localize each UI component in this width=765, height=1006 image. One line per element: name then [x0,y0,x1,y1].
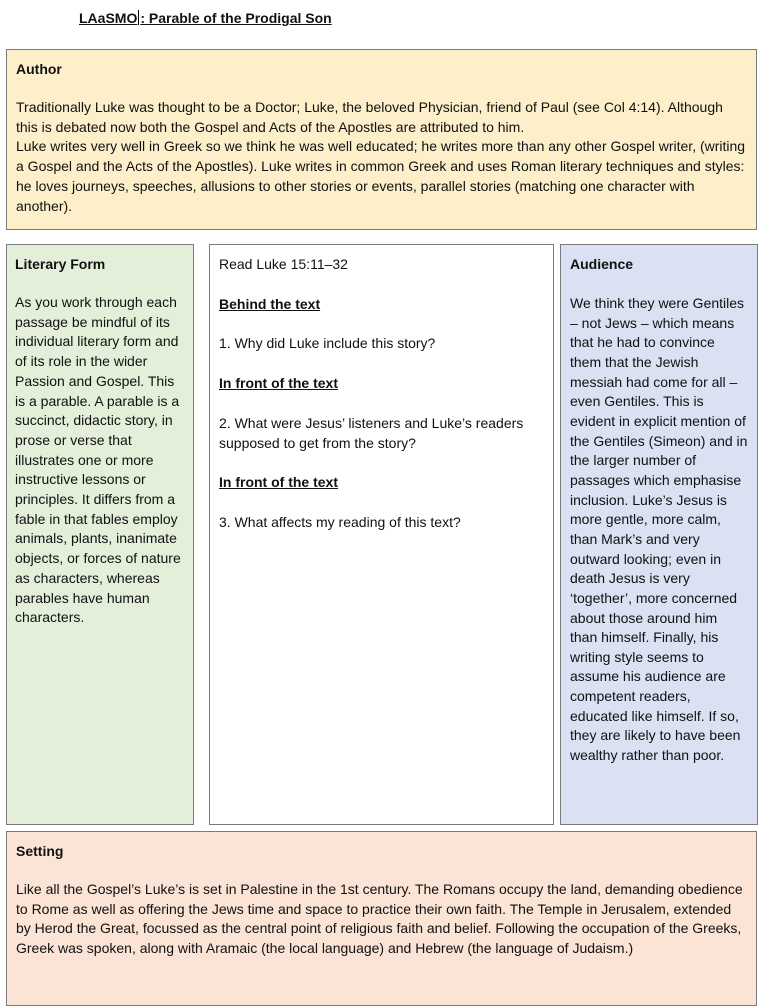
literary-form-section [6,244,194,825]
audience-heading: Audience [570,256,634,272]
author-body: Traditionally Luke was thought to be a Doctor; Luke, the beloved Physician, friend of Paul (see Col 4:14). Although this is debated now both the Gospel and Acts of the Apostles are attributed to him. [16,99,723,135]
literary-form-body: As you work through each passage be mindful of its individual literary form and of its role in the wider Passion and Gospel. This is a parable. A parable is a succinct, didactic story, in prose or verse that illustrates one or more instructive lessons or principles. It differs from a fable in that fables employ animals, plants, inanimate objects, or forces of nature as characters, whereas parables have human characters. [15,294,181,626]
author-section [6,49,757,230]
in-front-text-heading-2: In front of the text [219,474,338,491]
audience-section [560,244,758,825]
literary-form-heading: Literary Form [15,256,106,272]
question-3: 3. What affects my reading of this text? [219,513,461,530]
question-1: 1. Why did Luke include this story? [219,335,436,352]
author-body-2: Luke writes very well in Greek so we think he was well educated; he writes more than any other Gospel writer, (writing a Gospel and the Acts of the Apostles). Luke writes in common Greek and uses Roman literary techniques and styles: he loves journeys, speeches, allusions to other stories or events, parallel stories (matching one character with another). [16,138,746,214]
questions-section [209,244,554,825]
setting-heading: Setting [16,843,64,859]
author-heading: Author [16,61,62,77]
behind-text-heading: Behind the text [219,295,321,312]
question-2: 2. What were Jesus’ listeners and Luke’s readers supposed to get from the story? [219,414,524,451]
setting-body: Like all the Gospel’s Luke’s is set in Palestine in the 1st century. The Romans occupy the land, demanding obedience to Rome as well as offering the Jews time and space to practice their own faith. The Temple in Jerusalem, extended by Herod the Great, focussed as the central point of religious faith and belief. Following the occupation of the Greeks, Greek was spoken, along with Aramaic (the local language) and Hebrew (the language of Judaism.) [16,881,743,957]
audience-body: We think they were Gentiles – not Jews – which means that he had to convince them that the Jewish messiah had come for all – even Gentiles. This is evident in explicit mention of the Gentiles (Simeon) and in the larger number of passages which emphasise inclusion. Luke’s Jesus is more gentle, more calm, than Mark’s and very outward looking; even in death Jesus is very ‘together’, more concerned about those around him than himself. Finally, his writing style seems to assume his audience are competent readers, educated like himself. If so, they are likely to have been wealthy rather than poor. [570,295,748,764]
document-title [79,10,332,26]
setting-section [6,831,757,1006]
read-instruction: Read Luke 15:11–32 [219,256,348,272]
title-rest: : Parable of the Prodigal Son [140,10,332,26]
in-front-text-heading-1: In front of the text [219,375,338,392]
title-prefix: LAaSMO [79,10,138,26]
